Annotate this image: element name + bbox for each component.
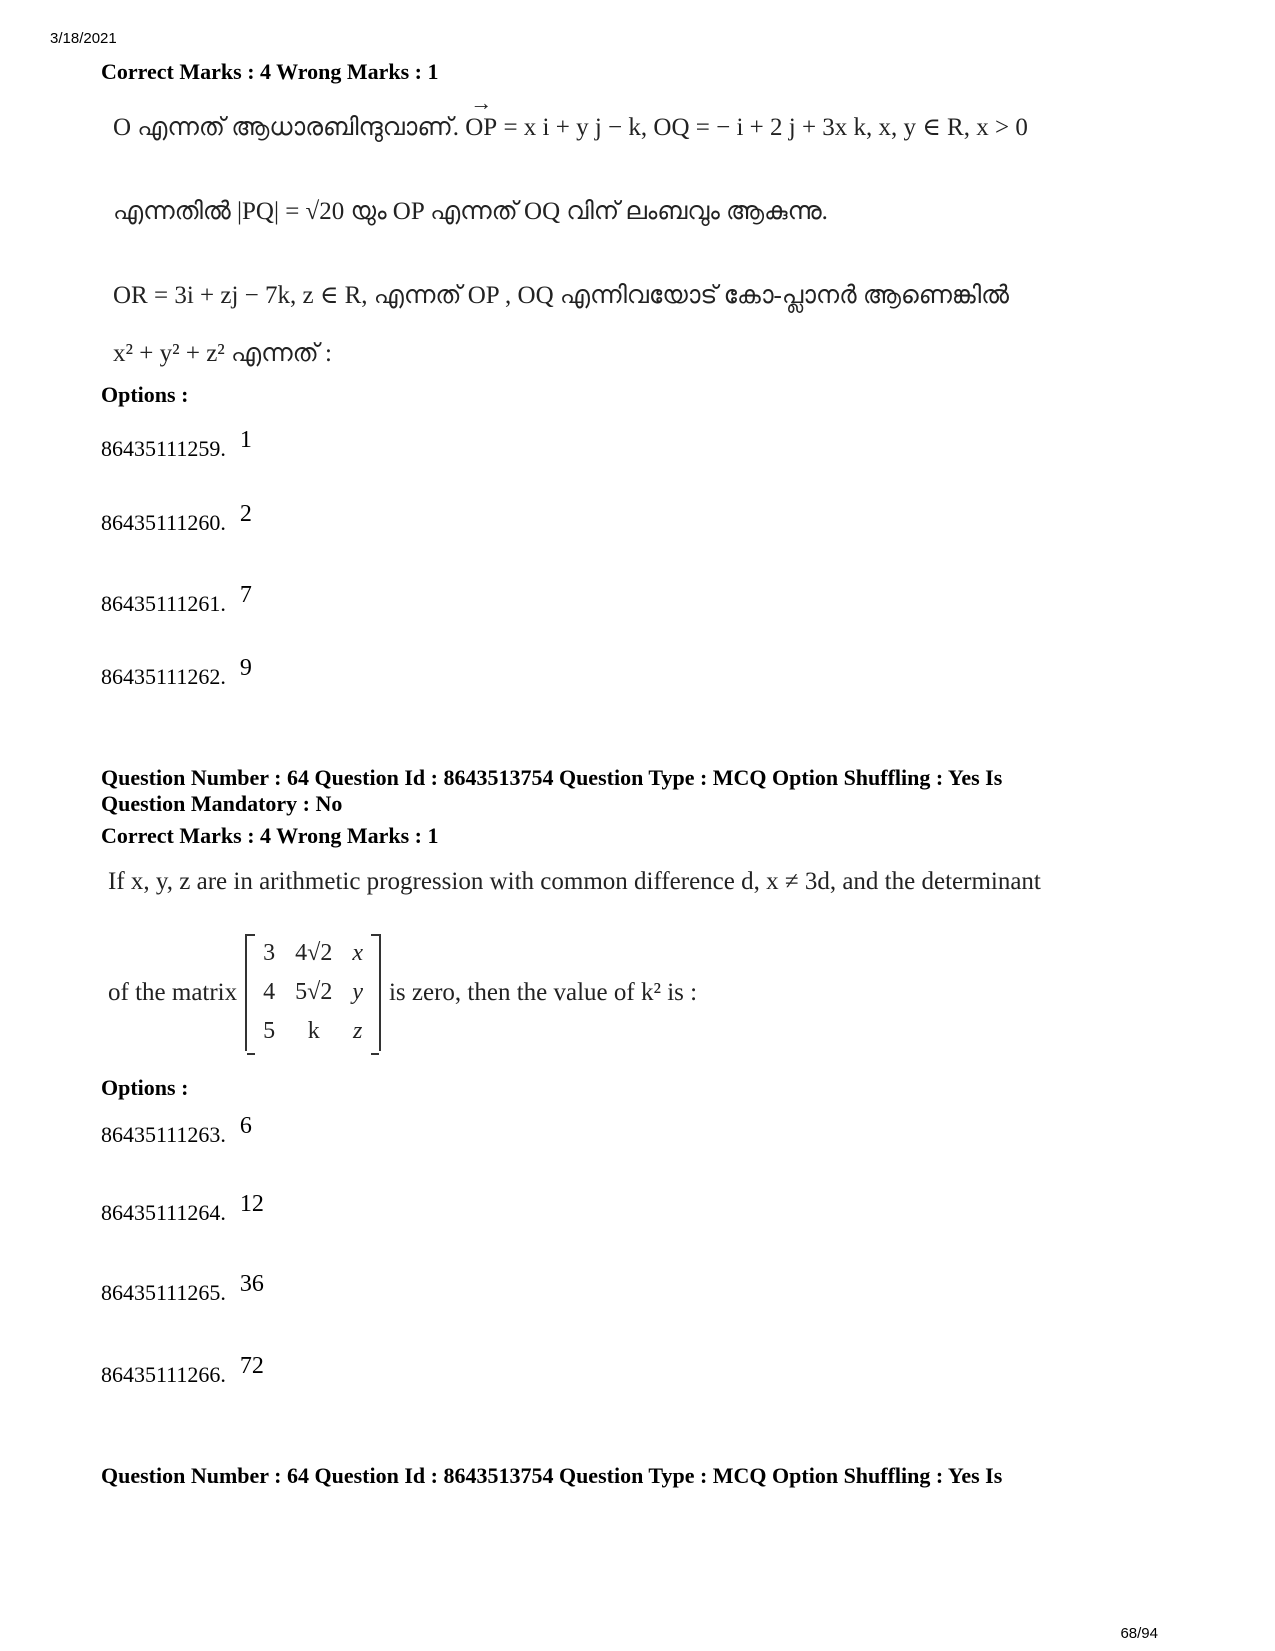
option-id: 86435111259. bbox=[101, 436, 226, 461]
q64-text1: If x, y, z are in arithmetic progression with common difference d, x ≠ 3d, and the determinant bbox=[108, 868, 1041, 895]
option-value: 72 bbox=[239, 1353, 264, 1379]
option-value: 6 bbox=[239, 1113, 252, 1139]
q64-text2-pre: of the matrix bbox=[108, 978, 238, 1006]
option-id: 86435111263. bbox=[101, 1122, 226, 1147]
option-id: 86435111261. bbox=[101, 591, 226, 616]
option-id: 86435111264. bbox=[101, 1200, 226, 1225]
q64-header-line2: Question Mandatory : No bbox=[101, 791, 343, 816]
q64-options-label: Options : bbox=[101, 1075, 189, 1100]
q64-text2-post: is zero, then the value of k² is : bbox=[388, 978, 698, 1006]
q63-line1-pre: O എന്നത് ആധാരബിന്ദുവാണ്. bbox=[113, 114, 459, 141]
option-row[interactable] bbox=[101, 1271, 264, 1307]
option-id: 86435111262. bbox=[101, 664, 226, 689]
q64-marks: Correct Marks : 4 Wrong Marks : 1 bbox=[101, 823, 439, 848]
q63-marks: Correct Marks : 4 Wrong Marks : 1 bbox=[101, 59, 439, 84]
print-date: 3/18/2021 bbox=[50, 30, 117, 47]
matrix-cell: 4 bbox=[263, 979, 276, 1005]
option-row[interactable] bbox=[101, 427, 252, 463]
q63-line2: എന്നതിൽ |PQ| = √20 യും OP എന്നത് OQ വിന് ലംബവും ആകുന്നു. bbox=[113, 198, 828, 225]
matrix-cell: 5 bbox=[263, 1018, 276, 1044]
q63-options-label: Options : bbox=[101, 382, 189, 407]
matrix-cell: 3 bbox=[263, 940, 276, 966]
option-id: 86435111260. bbox=[101, 510, 226, 535]
option-value: 7 bbox=[239, 582, 252, 608]
q63-line1-math: = x i + y j − k, OQ = − i + 2 j + 3x k, x, y ∈ R, x > 0 bbox=[503, 114, 1028, 141]
option-value: 2 bbox=[239, 501, 252, 527]
option-value: 36 bbox=[239, 1271, 264, 1297]
option-value: 12 bbox=[239, 1191, 264, 1217]
matrix-cell: k bbox=[307, 1018, 320, 1044]
matrix bbox=[245, 934, 381, 1051]
q64-text2 bbox=[108, 934, 697, 1051]
q64b-header-line1: Question Number : 64 Question Id : 8643513754 Question Type : MCQ Option Shuffling : Yes Is bbox=[101, 1463, 1003, 1488]
option-value: 9 bbox=[239, 655, 252, 681]
op-vector: → OP bbox=[465, 114, 497, 142]
option-row[interactable] bbox=[101, 501, 252, 537]
q63-line1 bbox=[113, 112, 1028, 142]
option-row[interactable] bbox=[101, 1191, 264, 1227]
matrix-cell: 5√2 bbox=[295, 979, 333, 1005]
matrix-cell: x bbox=[352, 940, 363, 966]
option-row[interactable] bbox=[101, 1353, 264, 1389]
option-row[interactable] bbox=[101, 655, 252, 691]
q63-line4: x² + y² + z² എന്നത് : bbox=[113, 340, 332, 367]
matrix-cell: y bbox=[352, 979, 363, 1005]
option-id: 86435111265. bbox=[101, 1280, 226, 1305]
option-row[interactable] bbox=[101, 1113, 252, 1149]
q63-line3: OR = 3i + zj − 7k, z ∈ R, എന്നത് OP , OQ എന്നിവയോട് കോ-പ്ലാനർ ആണെങ്കിൽ bbox=[113, 282, 1010, 309]
option-value: 1 bbox=[239, 427, 252, 453]
page-number: 68/94 bbox=[1120, 1625, 1158, 1642]
option-row[interactable] bbox=[101, 582, 252, 618]
option-id: 86435111266. bbox=[101, 1362, 226, 1387]
matrix-cell: 4√2 bbox=[295, 940, 333, 966]
q64-header-line1: Question Number : 64 Question Id : 8643513754 Question Type : MCQ Option Shuffling : Yes Is bbox=[101, 765, 1003, 790]
matrix-cell: z bbox=[352, 1018, 363, 1044]
